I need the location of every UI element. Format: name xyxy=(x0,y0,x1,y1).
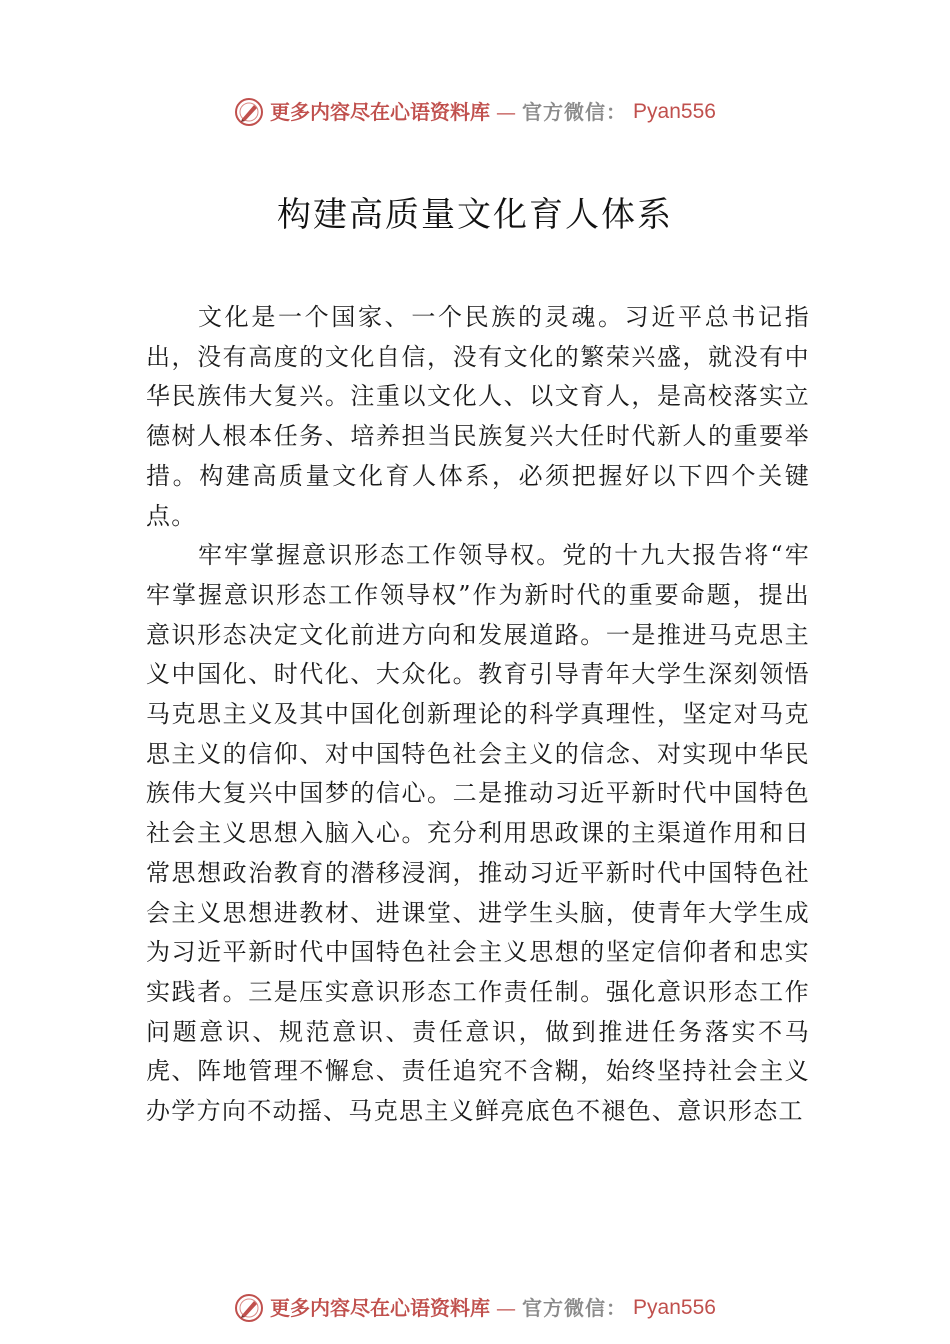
pen-logo-icon xyxy=(234,1293,264,1323)
banner-brand-text: 更多内容尽在心语资料库 xyxy=(270,1296,491,1320)
header-banner xyxy=(0,96,950,128)
pen-logo-icon xyxy=(234,97,264,127)
banner-brand-text: 更多内容尽在心语资料库 xyxy=(270,100,491,124)
banner-wechat-id: Pyan556 xyxy=(633,1296,716,1319)
banner-wechat-id: Pyan556 xyxy=(633,100,716,123)
paragraph-1: 文化是一个国家、一个民族的灵魂。习近平总书记指出，没有高度的文化自信，没有文化的繁荣兴盛，就没有中华民族伟大复兴。注重以文化人、以文育人，是高校落实立德树人根本任务、培养担当民族复兴大任时代新人的重要举措。构建高质量文化育人体系，必须把握好以下四个关键点。 xyxy=(146,303,810,530)
banner-wechat-label: 官方微信： xyxy=(522,1296,628,1320)
banner-wechat-label: 官方微信： xyxy=(522,100,628,124)
paragraph-2: 牢牢掌握意识形态工作领导权。党的十九大报告将“牢牢掌握意识形态工作领导权”作为新时代的重要命题，提出意识形态决定文化前进方向和发展道路。一是推进马克思主义中国化、时代化、大众化。教育引导青年大学生深刻领悟马克思主义及其中国化创新理论的科学真理性，坚定对马克思主义的信仰、对中国特色社会主义的信念、对实现中华民族伟大复兴中国梦的信心。二是推动习近平新时代中国特色社会主义思想入脑入心。充分利用思政课的主渠道作用和日常思想政治教育的潜移浸润，推动习近平新时代中国特色社会主义思想进教材、进课堂、进学生头脑，使青年大学生成为习近平新时代中国特色社会主义思想的坚定信仰者和忠实实践者。三是压实意识形态工作责任制。强化意识形态工作问题意识、规范意识、责任意识，做到推进任务落实不马虎、阵地管理不懈怠、责任追究不含糊，始终坚持社会主义办学方向不动摇、马克思主义鲜亮底色不褪色、意识形态工 xyxy=(146,541,810,1126)
banner-dash: — xyxy=(496,1296,517,1320)
footer-banner xyxy=(0,1292,950,1324)
document-body xyxy=(146,298,810,1132)
banner-dash: — xyxy=(496,100,517,124)
document-title: 构建高质量文化育人体系 xyxy=(277,195,673,235)
